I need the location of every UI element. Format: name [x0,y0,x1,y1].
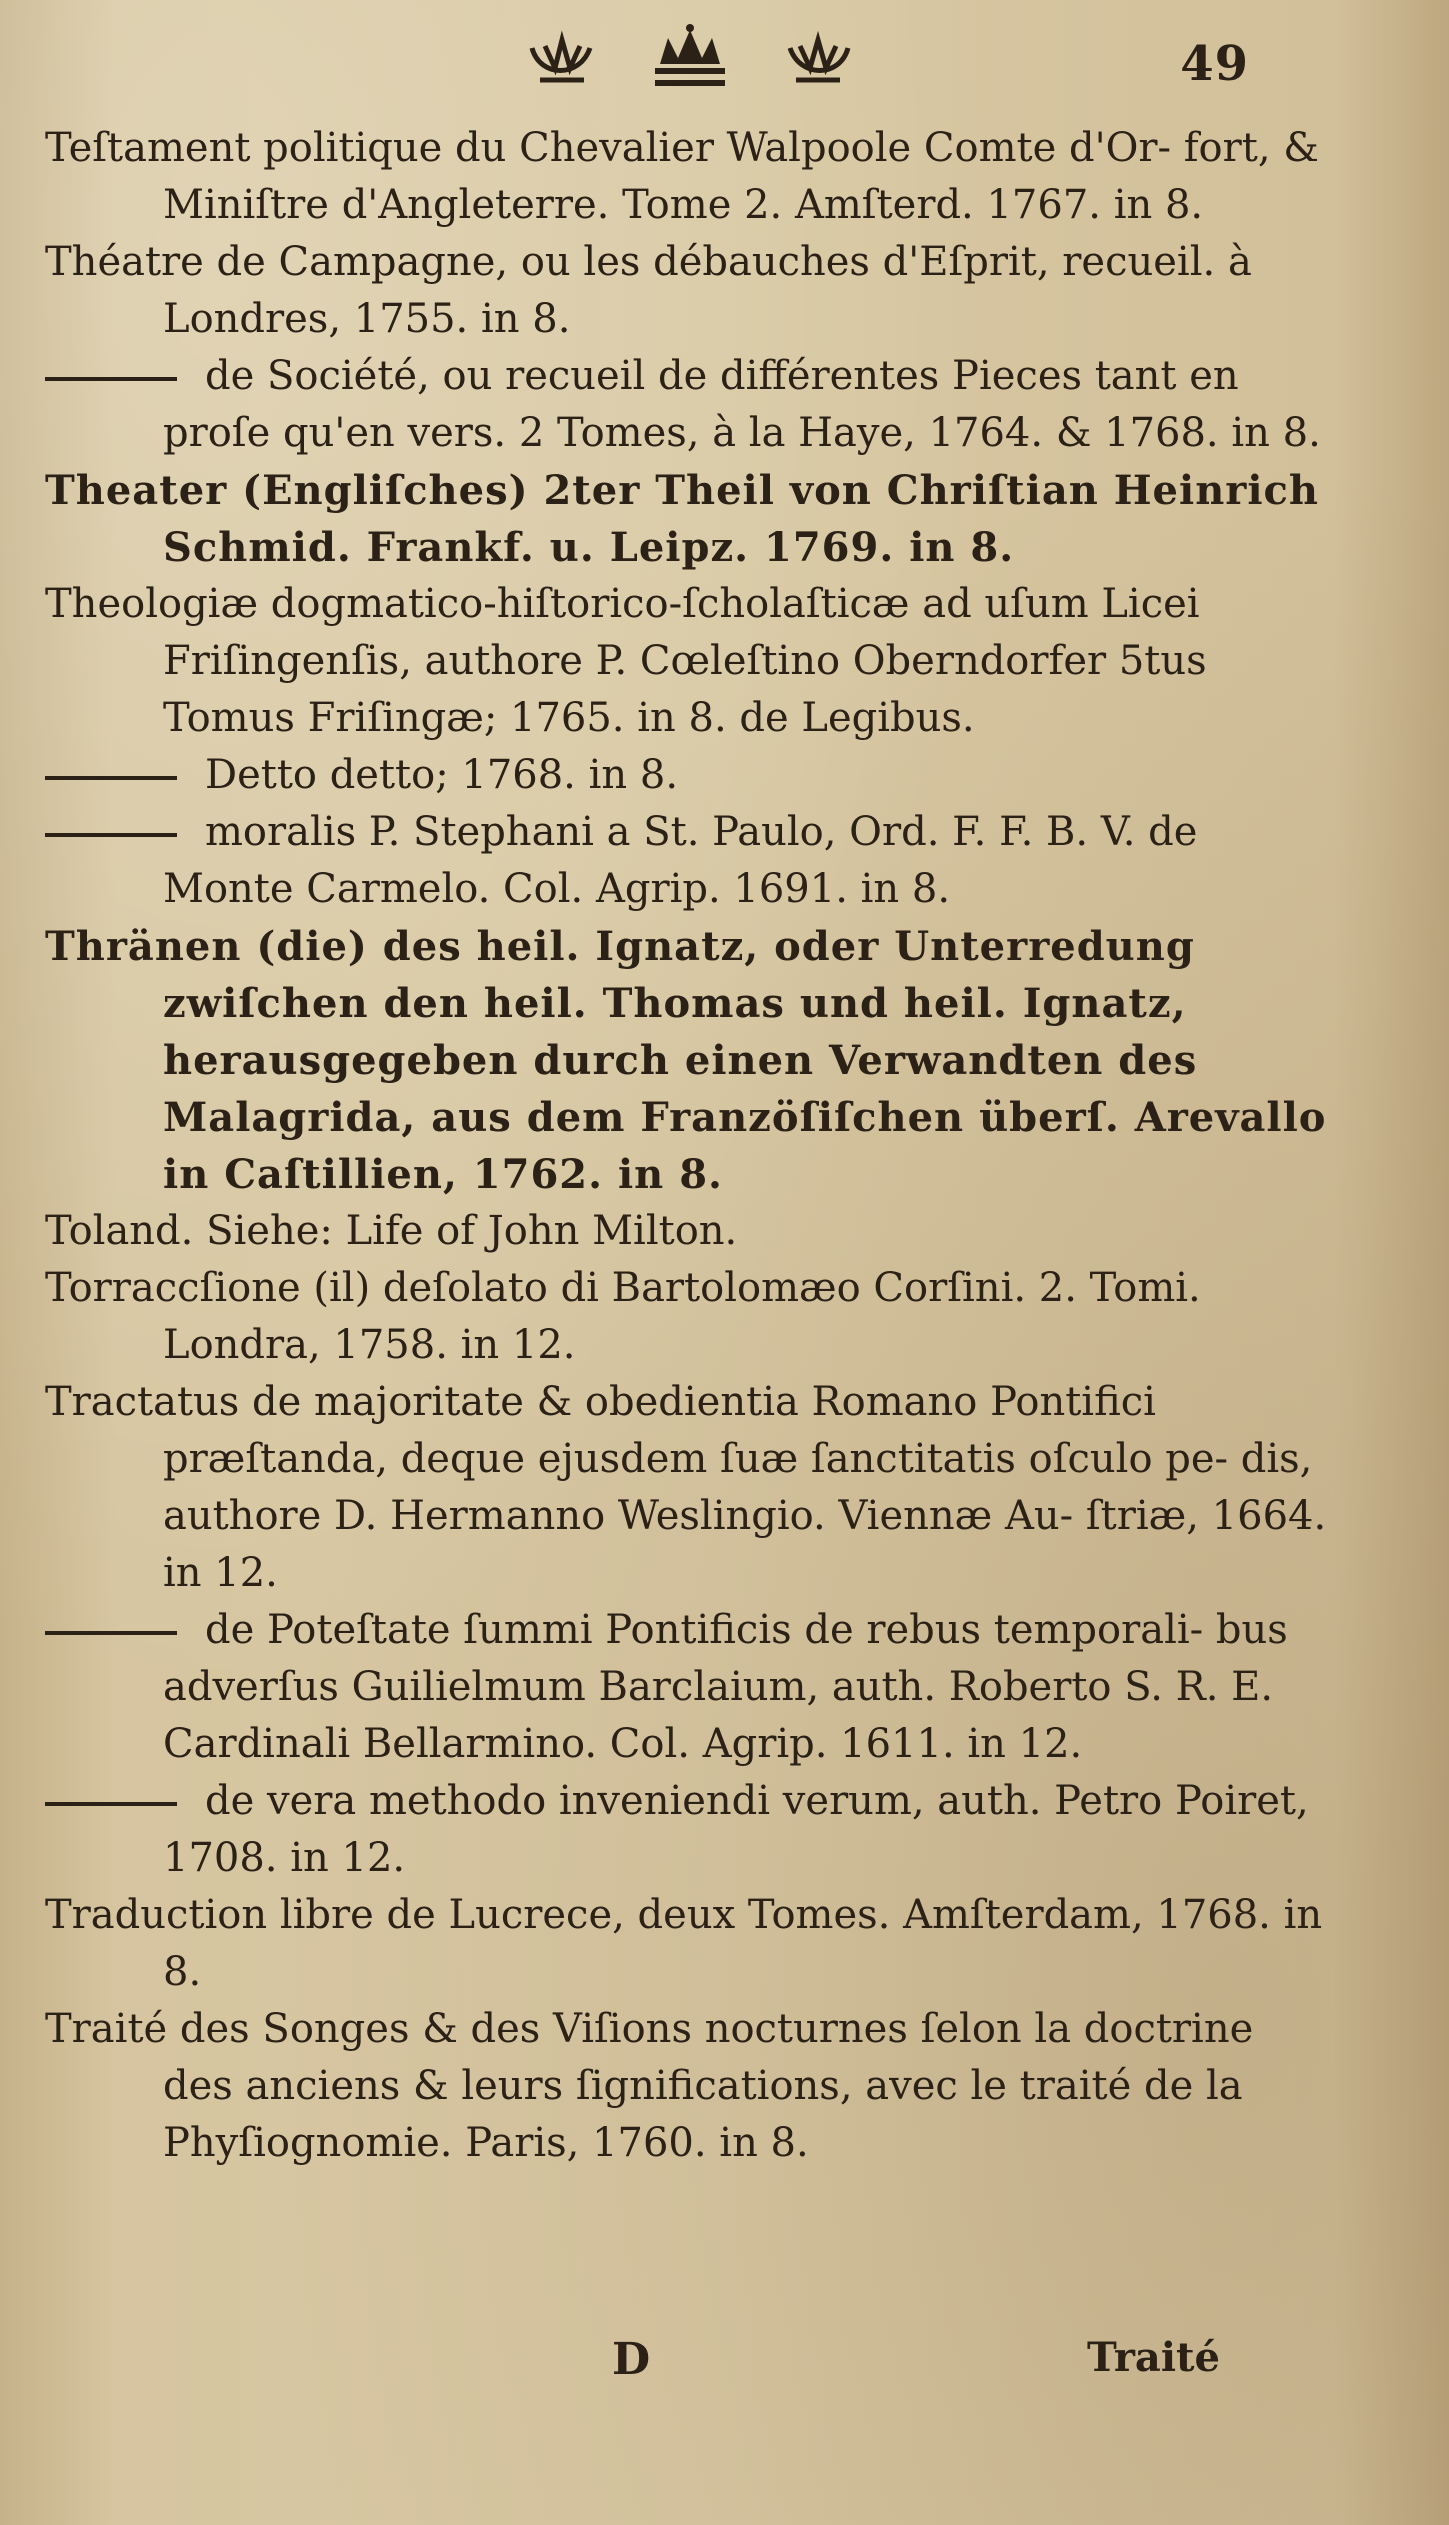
ditto-dash [45,776,177,780]
page-header [0,18,1449,108]
catalogue-entry [45,1260,1335,1374]
catalogue-entry [45,120,1335,234]
entry-text: Traduction libre de Lucrece, deux Tomes. Amſterdam, 1768. in 8. [45,1892,1323,1995]
page-number: 49 [1180,36,1249,92]
ditto-dash [45,377,177,381]
ditto-dash [45,1802,177,1806]
catalogue-entry [45,918,1335,1203]
entry-text: Toland. Siehe: Life of John Milton. [45,1208,738,1254]
entry-text: Thränen (die) des heil. Ignatz, oder Unterredung zwiſchen den heil. Thomas und heil. Ignatz, herausgegeben durch einen Verwandten des Malagrida, aus dem Franzöſiſchen überſ. Arevallo in Caſtillien, 1762. in 8. [45,923,1327,1198]
catchword: Traité [1087,2334,1220,2381]
catalogue-entry [45,348,1335,462]
catalogue-entry [45,804,1335,918]
ditto-dash [45,1631,177,1635]
entry-text: Theologiæ dogmatico-hiſtorico-ſcholaſticæ ad uſum Licei Friſingenſis, authore P. Cœleſtino Oberndorfer 5tus Tomus Friſingæ; 1765. in 8. de Legibus. [45,581,1207,741]
entry-text: de Poteſtate ſummi Pontificis de rebus temporali- bus adverſus Guilielmum Barclaium, auth. Roberto S. R. E. Cardinali Bellarmino. Col. Agrip. 1611. in 12. [163,1607,1288,1767]
entry-text: Théatre de Campagne, ou les débauches d'Eſprit, recueil. à Londres, 1755. in 8. [45,239,1252,342]
entry-text: Theater (Engliſches) 2ter Theil von Chriſtian Heinrich Schmid. Frankf. u. Leipz. 1769. in 8. [45,467,1319,571]
entry-text: Detto detto; 1768. in 8. [205,752,679,798]
page-footer [0,2334,1449,2414]
entry-text: moralis P. Stephani a St. Paulo, Ord. F. F. B. V. de Monte Carmelo. Col. Agrip. 1691. in 8. [163,809,1198,912]
catalogue-entries [45,120,1335,2172]
catalogue-entry [45,1374,1335,1602]
entry-text: de vera methodo inveniendi verum, auth. Petro Poiret, 1708. in 12. [163,1778,1309,1881]
signature-mark: D [612,2334,651,2385]
catalogue-entry [45,1773,1335,1887]
entry-text: Traité des Songes & des Viſions nocturnes ſelon la doctrine des anciens & leurs ſignifications, avec le traité de la Phyſiognomie. Paris, 1760. in 8. [45,2006,1254,2166]
catalogue-entry [45,1203,1335,1260]
entry-text: Tractatus de majoritate & obedientia Romano Pontifici præſtanda, deque ejusdem ſuæ ſanctitatis oſculo pe- dis, authore D. Hermanno Weslingio. Viennæ Au- ſtriæ, 1664. in 12. [45,1379,1327,1596]
entry-text: Torraccſione (il) deſolato di Bartolomæo Corſini. 2. Tomi. Londra, 1758. in 12. [45,1265,1201,1368]
catalogue-entry [45,234,1335,348]
crown-ornament-icon [520,18,860,98]
catalogue-entry [45,1602,1335,1773]
catalogue-entry [45,462,1335,576]
catalogue-entry [45,2001,1335,2172]
catalogue-entry [45,1887,1335,2001]
catalogue-entry [45,747,1335,804]
catalogue-entry [45,576,1335,747]
entry-text: de Société, ou recueil de différentes Pieces tant en proſe qu'en vers. 2 Tomes, à la Haye, 1764. & 1768. in 8. [163,353,1321,456]
entry-text: Teſtament politique du Chevalier Walpoole Comte d'Or- fort, & Miniſtre d'Angleterre. Tome 2. Amſterd. 1767. in 8. [45,125,1319,228]
ditto-dash [45,833,177,837]
